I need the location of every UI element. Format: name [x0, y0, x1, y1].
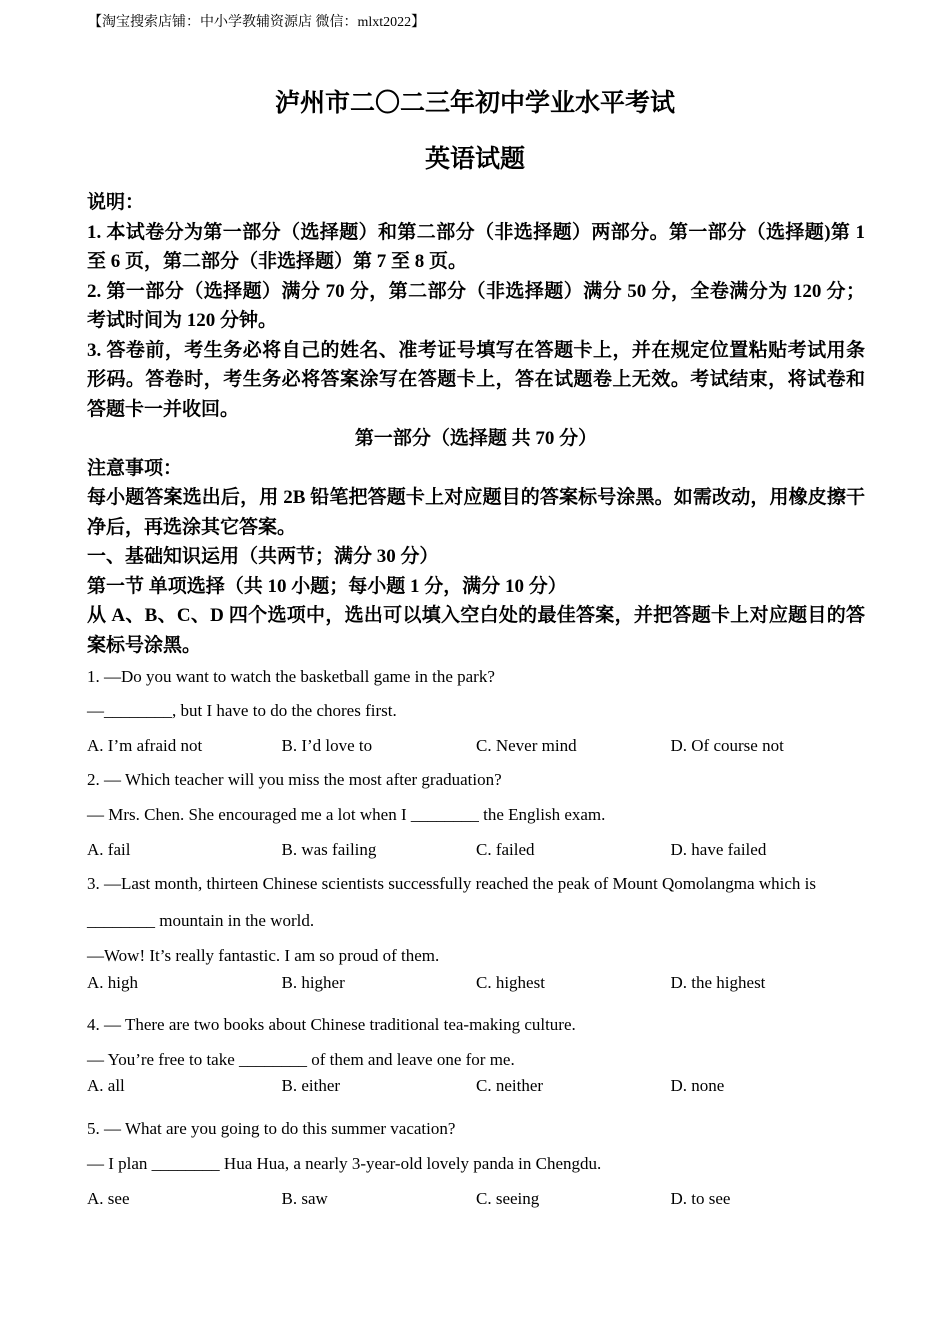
- option-b: B. was failing: [281, 840, 377, 859]
- options-row: [87, 1075, 865, 1097]
- option-a: A. I’m afraid not: [87, 736, 203, 755]
- directions-text: 从 A、B、C、D 四个选项中，选出可以填入空白处的最佳答案，并把答题卡上对应题目的答案标号涂黑。: [87, 605, 865, 656]
- option-b: B. saw: [281, 1189, 328, 1208]
- question-5: [87, 1118, 865, 1210]
- option-d: D. the highest: [670, 973, 766, 992]
- option-c: C. seeing: [476, 1189, 540, 1208]
- instructions-heading: 说明：: [87, 192, 145, 213]
- question-line: 5. — What are you going to do this summer vacation?: [87, 1119, 456, 1138]
- watermark-text: 【淘宝搜索店铺：中小学教辅资源店 微信：mlxt2022】: [88, 15, 426, 30]
- option-a: A. see: [87, 1189, 130, 1208]
- question-4: [87, 1014, 865, 1097]
- options-row: [87, 839, 865, 861]
- option-c: C. Never mind: [476, 736, 577, 755]
- exam-title: 泸州市二〇二三年初中学业水平考试: [274, 90, 675, 117]
- option-c: C. highest: [476, 973, 545, 992]
- option-b: B. either: [281, 1076, 341, 1095]
- question-line: 1. —Do you want to watch the basketball game in the park?: [87, 667, 495, 686]
- question-line: 3. —Last month, thirteen Chinese scientists successfully reached the peak of Mount Qomolangma which is: [87, 874, 816, 893]
- question-3: [87, 873, 865, 994]
- question-1: [87, 666, 865, 757]
- instruction-item: 3. 答卷前，考生务必将自己的姓名、准考证号填写在答题卡上，并在规定位置粘贴考试用条形码。答卷时，考生务必将答案涂写在答题卡上，答在试题卷上无效。考试结束，将试卷和答题卡一并收回。: [87, 339, 865, 420]
- notice-heading: 注意事项：: [87, 457, 183, 479]
- option-d: D. Of course not: [670, 736, 784, 755]
- question-line: —Wow! It’s really fantastic. I am so proud of them.: [87, 946, 440, 965]
- option-a: A. all: [87, 1076, 125, 1095]
- question-line: — You’re free to take ________ of them and leave one for me.: [87, 1050, 515, 1069]
- instruction-item: 1. 本试卷分为第一部分（选择题）和第二部分（非选择题）两部分。第一部分（选择题)第 1 至 6 页，第二部分（非选择题）第 7 至 8 页。: [87, 221, 865, 272]
- question-line: ________ mountain in the world.: [87, 911, 315, 930]
- exam-content: [87, 188, 865, 1210]
- option-b: B. higher: [281, 973, 345, 992]
- instruction-item: 2. 第一部分（选择题）满分 70 分，第二部分（非选择题）满分 50 分，全卷满分为 120 分；考试时间为 120 分钟。: [87, 280, 865, 331]
- option-b: B. I’d love to: [281, 736, 373, 755]
- option-a: A. fail: [87, 840, 131, 859]
- notice-text: 每小题答案选出后，用 2B 铅笔把答题卡上对应题目的答案标号涂黑。如需改动，用橡皮擦干净后，再选涂其它答案。: [87, 487, 865, 538]
- exam-subtitle: 英语试题: [424, 146, 525, 173]
- options-row: [87, 735, 865, 757]
- option-d: D. none: [670, 1076, 725, 1095]
- question-line: 2. — Which teacher will you miss the most after graduation?: [87, 770, 502, 789]
- question-line: —________, but I have to do the chores first.: [87, 701, 397, 720]
- option-c: C. failed: [476, 840, 535, 859]
- question-2: [87, 769, 865, 861]
- option-c: C. neither: [476, 1076, 544, 1095]
- part-one-heading: 第一部分（选择题 共 70 分）: [354, 428, 598, 449]
- question-line: 4. — There are two books about Chinese traditional tea-making culture.: [87, 1015, 576, 1034]
- option-d: D. to see: [670, 1189, 731, 1208]
- section-title: 一、基础知识运用（共两节；满分 30 分）: [87, 546, 439, 567]
- options-row: [87, 1188, 865, 1210]
- option-d: D. have failed: [670, 840, 767, 859]
- question-line: — I plan ________ Hua Hua, a nearly 3-year-old lovely panda in Chengdu.: [87, 1154, 602, 1173]
- question-line: — Mrs. Chen. She encouraged me a lot when I ________ the English exam.: [87, 805, 606, 824]
- option-a: A. high: [87, 973, 138, 992]
- options-row: [87, 972, 865, 994]
- subsection-title: 第一节 单项选择（共 10 小题；每小题 1 分，满分 10 分）: [87, 575, 567, 597]
